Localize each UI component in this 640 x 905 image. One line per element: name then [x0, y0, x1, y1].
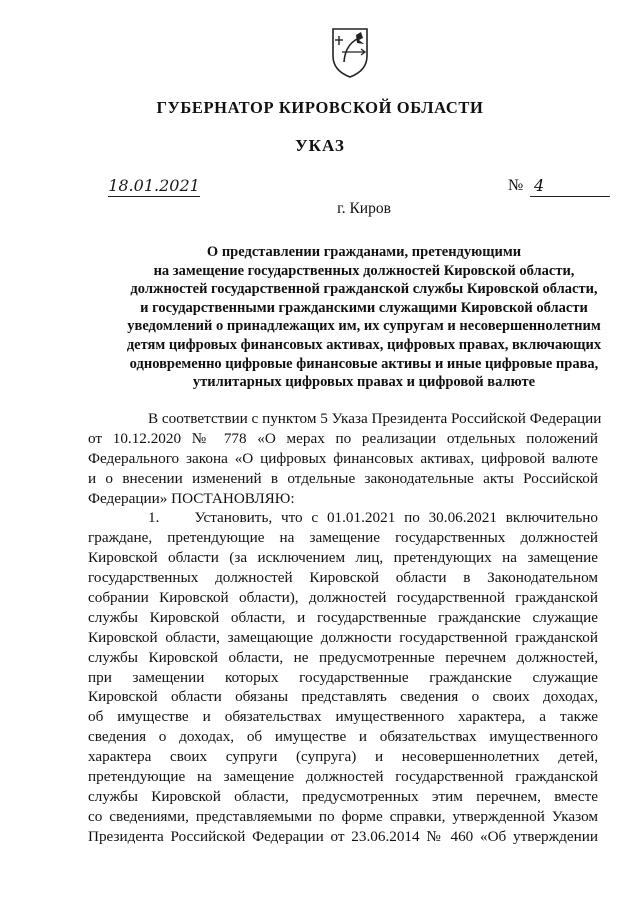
- title-line: утилитарных цифровых правах и цифровой валюте: [192, 374, 536, 391]
- document-number: 4: [530, 176, 610, 197]
- body-line: и о внесении изменений в отдельные законодательные акты Российской: [88, 469, 598, 487]
- body-line: Федерального закона «О цифровых финансовых активах, цифровой валюте: [88, 449, 598, 467]
- body-line: об имуществе и обязательствах имущественного характера, а также: [88, 708, 598, 726]
- authority-heading: ГУБЕРНАТОР КИРОВСКОЙ ОБЛАСТИ: [156, 98, 484, 117]
- body-line: Федерации» ПОСТАНОВЛЯЮ:: [88, 489, 295, 507]
- document-body: [88, 409, 602, 847]
- body-line: государственных должностей Кировской области в Законодательном: [88, 569, 598, 587]
- title-line: О представлении гражданами, претендующими: [206, 244, 522, 260]
- title-line: детям цифровых финансовых активах, цифровых правах, включающих: [126, 336, 602, 353]
- title-line: одновременно цифровые финансовые активы и иные цифровые права,: [129, 355, 599, 372]
- title-line: и государственными гражданскими служащими Кировской области: [140, 299, 588, 316]
- body-line: службы Кировской области, не предусмотренные перечнем должностей,: [88, 648, 598, 666]
- body-line: 1. Установить, что с 01.01.2021 по 30.06.2021 включительно: [148, 509, 598, 527]
- coat-of-arms-icon: [330, 26, 370, 78]
- body-line: службы Кировской области, предусмотренных этим перечнем, вместе: [88, 787, 598, 805]
- body-line: Президента Российской Федерации от 23.06.2014 № 460 «Об утверждении: [88, 827, 598, 845]
- document-number-field: [508, 176, 610, 196]
- body-line: Кировской области (за исключением лиц, претендующих на замещение: [88, 549, 598, 567]
- body-line: характера своих супруги (супруга) и несовершеннолетних детей,: [88, 748, 598, 766]
- body-line: сведения о доходах, об имуществе и обязательствах имущественного: [88, 728, 598, 746]
- document-date: 18.01.2021: [108, 176, 200, 195]
- body-line: собрании Кировской области), должностей государственной гражданской: [88, 589, 598, 607]
- title-line: должностей государственной гражданской службы Кировской области,: [130, 281, 598, 298]
- number-sign: №: [508, 177, 524, 194]
- body-line: Кировской области, замещающие должности государственной гражданской: [88, 628, 598, 646]
- title-line: уведомлений о принадлежащих им, их супругам и несовершеннолетним: [127, 318, 601, 335]
- body-line: претендующие на замещение должностей государственной гражданской: [88, 768, 598, 786]
- body-line: при замещении которых государственные гражданские служащие: [88, 668, 598, 686]
- document-title: [0, 243, 640, 392]
- body-line: от 10.12.2020 № 778 «О мерах по реализации отдельных положений: [88, 429, 598, 447]
- document-type-heading: УКАЗ: [295, 136, 345, 155]
- city-label: г. Киров: [337, 200, 391, 217]
- body-line: В соответствии с пунктом 5 Указа Президента Российской Федерации: [148, 410, 602, 427]
- body-line: со сведениями, представляемыми по форме справки, утвержденной Указом: [88, 807, 598, 825]
- body-line: Кировской области обязаны представлять сведения о своих доходах,: [88, 688, 598, 706]
- title-line: на замещение государственных должностей Кировской области,: [153, 262, 575, 279]
- body-line: граждане, претендующие на замещение государственных должностей: [88, 529, 598, 547]
- body-line: службы Кировской области, и государственные гражданские служащие: [88, 608, 598, 626]
